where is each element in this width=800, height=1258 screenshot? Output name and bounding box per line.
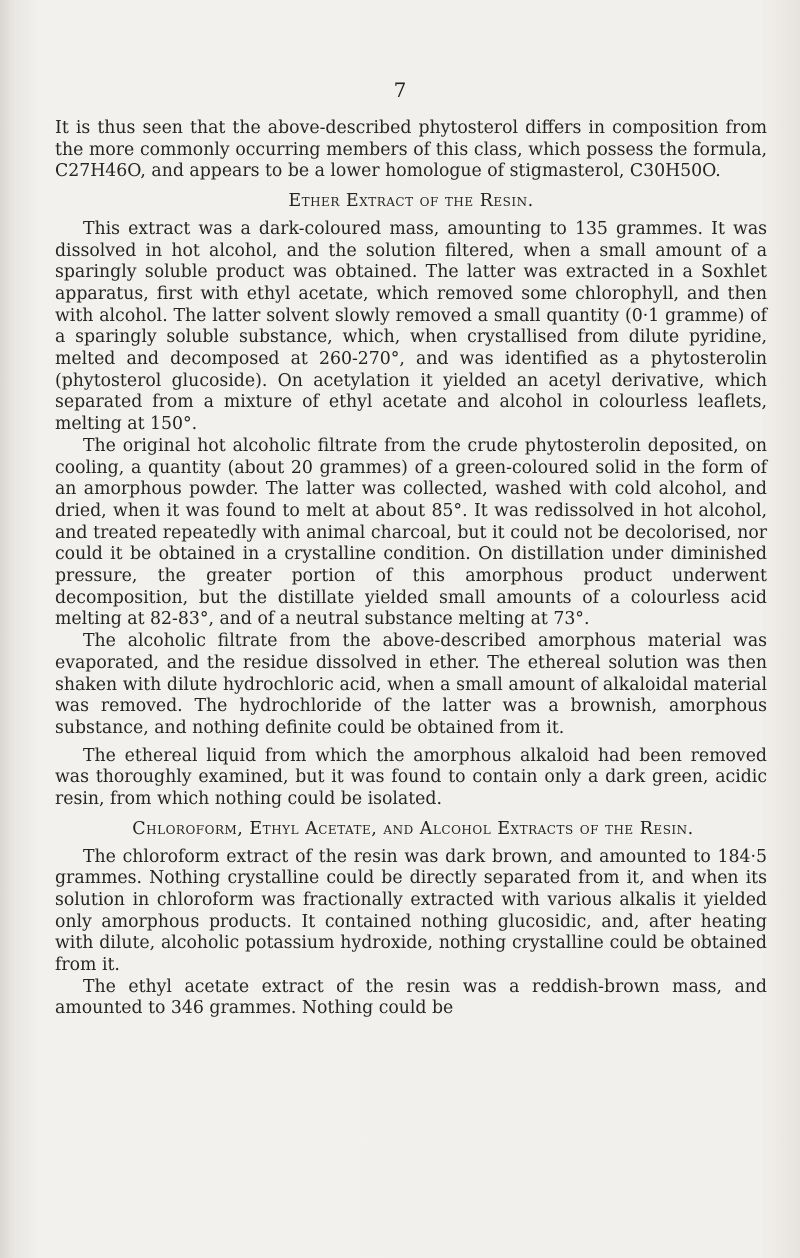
paragraph-chloroform-2: The ethyl acetate extract of the resin was a reddish-brown mass, and amounted to 346 grammes. Nothing could be <box>55 976 767 1019</box>
heading-chloroform-extracts: Chloroform, Ethyl Acetate, and Alcohol Extracts of the Resin. <box>132 818 694 839</box>
paragraph-ether-2: The original hot alcoholic filtrate from the crude phytosterolin deposited, on cooling, a quantity (about 20 grammes) of a green-coloured solid in the form of an amorphous powder. The latter was collected, washed with cold alcohol, and dried, when it was found to melt at about 85°. It was redissolved in hot alcohol, and treated repeatedly with animal charcoal, but it could not be decolorised, nor could it be obtained in a crystalline condition. On distillation under diminished pressure, the greater portion of this amorphous product underwent decomposition, but the distillate yielded small amounts of a colourless acid melting at 82-83°, and of a neutral substance melting at 73°. <box>55 435 767 630</box>
paragraph-ether-4: The ethereal liquid from which the amorphous alkaloid had been removed was thoroughly examined, but it was found to contain only a dark green, acidic resin, from which nothing could be isolated. <box>55 745 767 810</box>
page-number: 7 <box>393 78 407 102</box>
heading-ether-extract: Ether Extract of the Resin. <box>288 191 534 212</box>
paragraph-chloroform-1: The chloroform extract of the resin was dark brown, and amounted to 184·5 grammes. Nothing crystalline could be directly separated from it, and when its solution in chloroform was fractionally extracted with various alkalis it yielded only amorphous products. It contained nothing glucosidic, and, after heating with dilute, alcoholic potassium hydroxide, nothing crystalline could be obtained from it. <box>55 846 767 976</box>
paragraph-intro: It is thus seen that the above-described phytosterol differs in composition from the more commonly occurring members of this class, which possess the formula, C27H46O, and appears to be a lower homologue of stigmasterol, C30H50O. <box>55 118 767 182</box>
paragraph-ether-1: This extract was a dark-coloured mass, amounting to 135 grammes. It was dissolved in hot alcohol, and the solution filtered, when a small amount of a sparingly soluble product was obtained. The latter was extracted in a Soxhlet apparatus, first with ethyl acetate, which removed some chlorophyll, and then with alcohol. The latter solvent slowly removed a small quantity (0·1 gramme) of a sparingly soluble substance, which, when crystallised from dilute pyridine, melted and decomposed at 260-270°, and was identified as a phytosterolin (phytosterol glucoside). On acetylation it yielded an acetyl derivative, which separated from a mixture of ethyl acetate and alcohol in colourless leaflets, melting at 150°. <box>55 218 767 435</box>
paragraph-ether-3: The alcoholic filtrate from the above-described amorphous material was evaporated, and the residue dissolved in ether. The ethereal solution was then shaken with dilute hydrochloric acid, when a small amount of alkaloidal material was removed. The hydrochloride of the latter was a brownish, amorphous substance, and nothing definite could be obtained from it. <box>55 631 767 738</box>
page-body <box>55 118 767 1020</box>
